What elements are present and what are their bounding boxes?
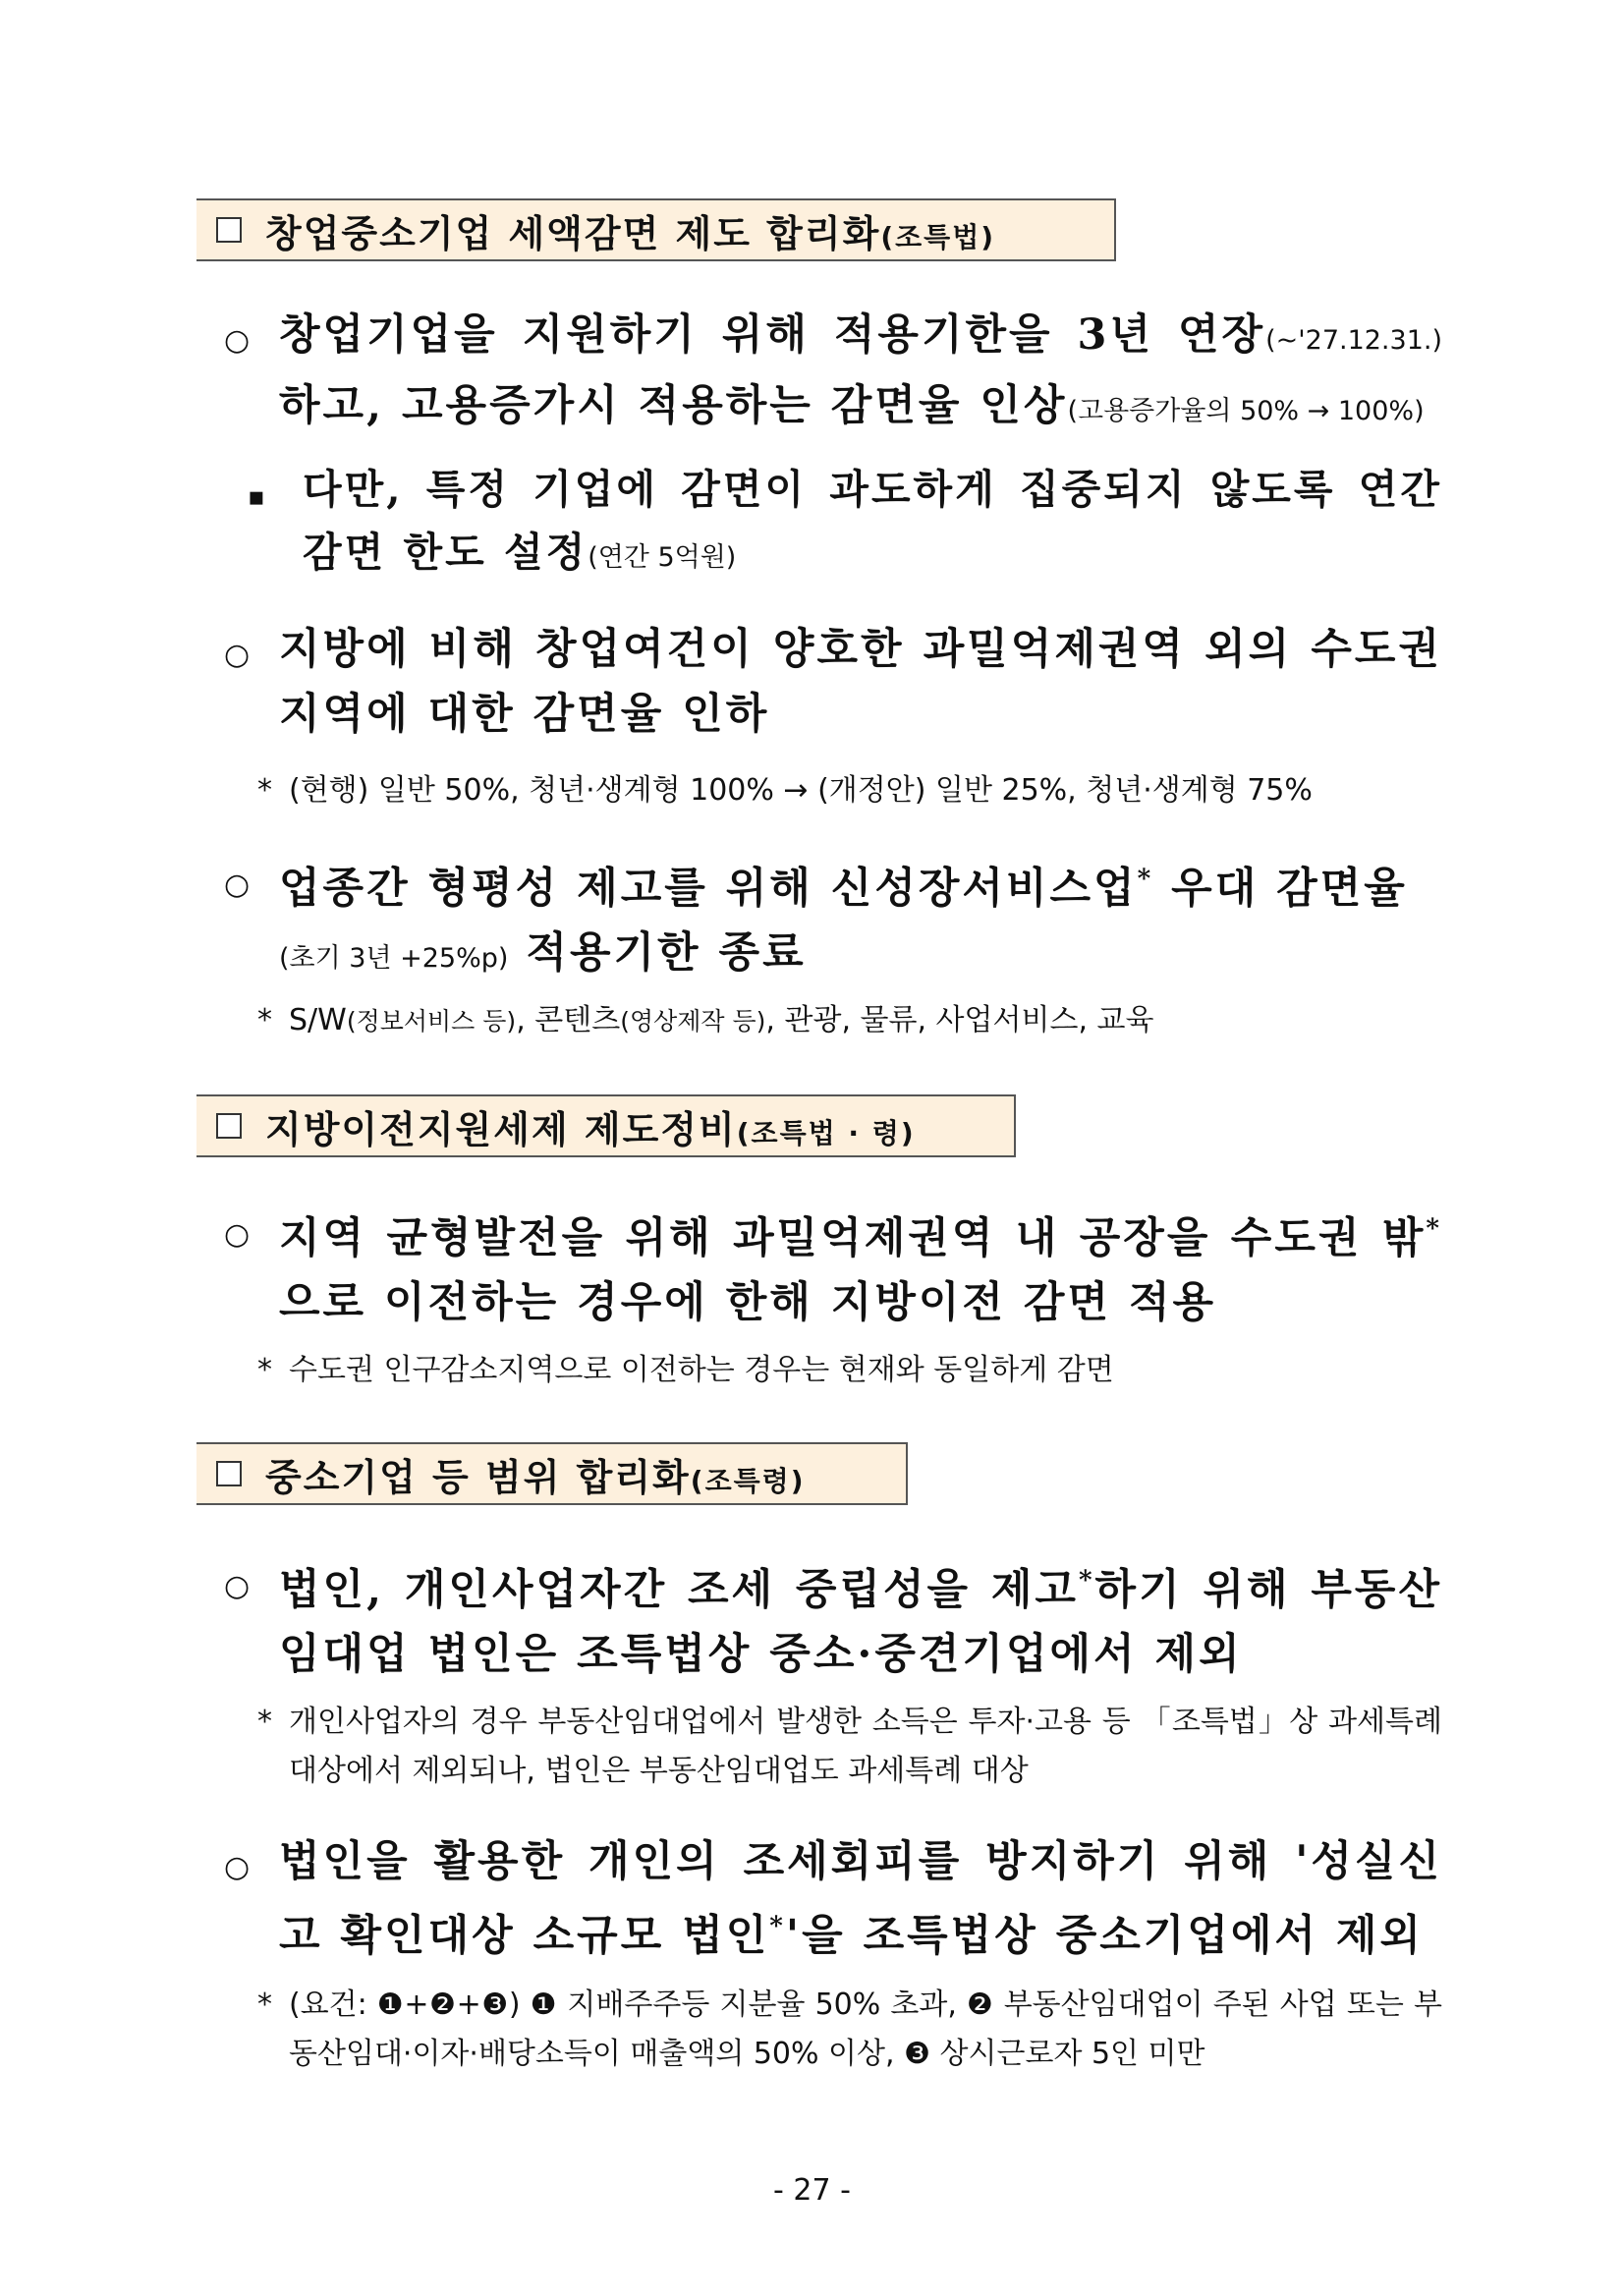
footnote-text: 수도권 인구감소지역으로 이전하는 경우는 현재와 동일하게 감면 — [289, 1353, 1114, 1387]
bullet-text: 법인을 활용한 개인의 조세회피를 방지하기 위해 '성실신고 확인대상 소규모 법인*'을 조특법상 중소기업에서 제외 — [279, 1837, 1442, 1961]
bullet-item — [224, 1197, 1442, 1335]
bullet-text: 법인, 개인사업자간 조세 중립성을 제고*하기 위해 부동산 임대업 법인은 조특법상 중소·중견기업에서 제외 — [279, 1565, 1442, 1680]
sub-bullet-item — [248, 458, 1442, 589]
circle-bullet-icon: ○ — [224, 323, 251, 358]
checkbox-square-icon — [216, 1461, 242, 1486]
section-header-3 — [196, 1442, 908, 1505]
bullet-item — [224, 1548, 1442, 1687]
footnote-text: (현행) 일반 50%, 청년·생계형 100% → (개정안) 일반 25%, 청년·생계형 75% — [289, 773, 1313, 808]
section-title: 창업중소기업 세액감면 제도 합리화(조특법) — [265, 211, 996, 255]
footnote — [257, 1698, 1442, 1796]
bullet-text: 지역 균형발전을 위해 과밀억제권역 내 공장을 수도권 밖*으로 이전하는 경우에 한해 지방이전 감면 적용 — [279, 1213, 1442, 1328]
square-bullet-icon: ▪ — [248, 482, 265, 512]
bullet-text: 창업기업을 지원하기 위해 적용기한을 3년 연장(~'27.12.31.)하고, 고용증가시 적용하는 감면율 인상(고용증가율의 50% → 100%) — [279, 310, 1442, 430]
bullet-item — [224, 847, 1442, 991]
circle-bullet-icon: ○ — [224, 638, 251, 672]
circle-bullet-icon: ○ — [224, 1569, 251, 1603]
checkbox-square-icon — [216, 1113, 242, 1139]
circle-bullet-icon: ○ — [224, 868, 251, 902]
footnote-text: 개인사업자의 경우 부동산임대업에서 발생한 소득은 투자·고용 등 「조특법」상 과세특례 대상에서 제외되나, 법인은 부동산임대업도 과세특례 대상 — [289, 1705, 1442, 1788]
bullet-text: 업종간 형평성 제고를 위해 신성장서비스업* 우대 감면율 (초기 3년 +25%p) 적용기한 종료 — [279, 864, 1408, 979]
footnote — [257, 1981, 1442, 2079]
footnote-text: S/W(정보서비스 등), 콘텐츠(영상제작 등), 관광, 물류, 사업서비스, 교육 — [289, 1003, 1154, 1037]
circle-bullet-icon: ○ — [224, 1850, 251, 1884]
section-title: 중소기업 등 범위 합리화(조특령) — [265, 1455, 806, 1499]
footnote-text: (요건: ❶+❷+❸) ❶ 지배주주등 지분율 50% 초과, ❷ 부동산임대업이 주된 사업 또는 부동산임대·이자·배당소득이 매출액의 50% 이상, ❸ 상시근로자 5인 미만 — [289, 1988, 1442, 2071]
section-title: 지방이전지원세제 제도정비(조특법 · 령) — [265, 1107, 916, 1151]
bullet-text: 지방에 비해 창업여건이 양호한 과밀억제권역 외의 수도권 지역에 대한 감면율 인하 — [279, 625, 1442, 739]
checkbox-square-icon — [216, 217, 242, 243]
circle-bullet-icon: ○ — [224, 1217, 251, 1252]
footnote — [257, 996, 1442, 1046]
bullet-item — [224, 1829, 1442, 1968]
asterisk-marker: * — [257, 1003, 272, 1037]
asterisk-marker: * — [257, 1705, 272, 1739]
bullet-item — [224, 617, 1442, 747]
sub-bullet-text: 다만, 특정 기업에 감면이 과도하게 집중되지 않도록 연간 감면 한도 설정(연간 5억원) — [303, 466, 1442, 576]
asterisk-marker: * — [257, 1988, 272, 2022]
section-header-2 — [196, 1094, 1016, 1157]
section-header-1 — [196, 198, 1116, 261]
asterisk-marker: * — [257, 1353, 272, 1387]
footnote — [257, 766, 1442, 815]
bullet-item — [224, 303, 1442, 444]
page-number: - 27 - — [773, 2173, 851, 2208]
footnote — [257, 1346, 1442, 1395]
asterisk-marker: * — [257, 773, 272, 808]
